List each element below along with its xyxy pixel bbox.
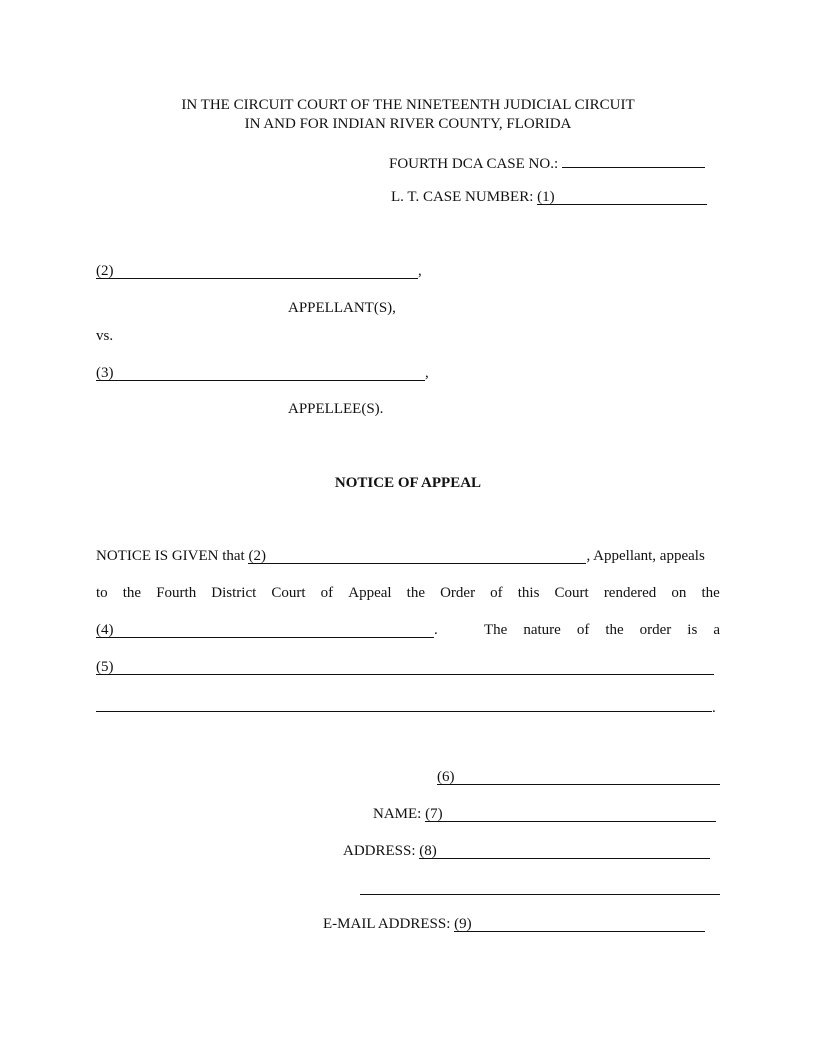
appellee-marker: (3) <box>96 365 114 381</box>
appellee-field[interactable] <box>96 364 425 381</box>
word: the <box>406 585 425 601</box>
period: . <box>434 622 438 638</box>
appellee-line <box>96 364 429 382</box>
body-line-2 <box>96 584 720 602</box>
final-period: . <box>712 700 716 716</box>
word: the <box>122 585 142 601</box>
lt-case-marker: (1) <box>537 189 555 205</box>
word: this <box>517 585 540 601</box>
word: The <box>484 622 508 638</box>
court-caption-line2: IN AND FOR INDIAN RIVER COUNTY, FLORIDA <box>244 116 572 132</box>
body-marker-4: (4) <box>96 622 114 638</box>
signature-field[interactable] <box>437 768 720 785</box>
appellant-comma: , <box>418 263 422 279</box>
dca-case-field[interactable] <box>562 151 705 168</box>
word: Court <box>554 585 589 601</box>
body-line-3-left <box>96 621 438 639</box>
word: is <box>687 622 698 638</box>
word: a <box>713 622 720 638</box>
word: of <box>490 585 503 601</box>
word: order <box>639 622 672 638</box>
word: on <box>671 585 687 601</box>
appellee-comma: , <box>425 365 429 381</box>
appellant-marker: (2) <box>96 263 114 279</box>
appellee-label: APPELLEE(S). <box>288 401 384 417</box>
body-line-3-right <box>484 621 720 639</box>
body-line-1 <box>96 547 705 565</box>
versus-text: vs. <box>96 328 114 344</box>
document-title: NOTICE OF APPEAL <box>334 475 482 491</box>
name-marker: (7) <box>425 806 443 822</box>
appellant-name-field[interactable] <box>248 547 586 564</box>
email-marker: (9) <box>454 916 472 932</box>
lt-case-number <box>391 188 707 206</box>
signature-line <box>437 768 720 786</box>
name-label: NAME: <box>373 806 422 822</box>
email-field[interactable] <box>454 915 705 932</box>
signature-marker: (6) <box>437 769 455 785</box>
lt-case-label: L. T. CASE NUMBER: <box>391 189 534 205</box>
word: nature <box>523 622 561 638</box>
word: of <box>320 585 334 601</box>
order-date-field[interactable] <box>96 621 434 638</box>
court-caption-line1: IN THE CIRCUIT COURT OF THE NINETEENTH JUDICIAL CIRCUIT <box>181 97 635 113</box>
name-field[interactable] <box>425 805 716 822</box>
appellant-line <box>96 262 422 280</box>
word: District <box>211 585 257 601</box>
email-label: E-MAIL ADDRESS: <box>323 916 451 932</box>
order-nature-field[interactable] <box>96 658 714 675</box>
word: Court <box>271 585 306 601</box>
word: rendered <box>603 585 657 601</box>
dca-case-label: FOURTH DCA CASE NO.: <box>389 156 559 172</box>
body-marker-5: (5) <box>96 659 114 675</box>
address-field[interactable] <box>419 842 710 859</box>
word: Fourth <box>156 585 197 601</box>
appellant-field[interactable] <box>96 262 418 279</box>
appellant-label: APPELLANT(S), <box>288 300 396 316</box>
name-line <box>373 805 716 823</box>
word: Appeal <box>348 585 392 601</box>
address-line-2-field[interactable] <box>360 894 720 895</box>
address-label: ADDRESS: <box>343 843 416 859</box>
email-line <box>323 915 705 933</box>
body-marker-2: (2) <box>248 548 266 564</box>
word: Order <box>440 585 476 601</box>
word: the <box>701 585 720 601</box>
lt-case-field[interactable] <box>537 188 707 205</box>
word: to <box>96 585 108 601</box>
notice-given-text: NOTICE IS GIVEN that <box>96 548 245 564</box>
body-line-5 <box>96 695 716 717</box>
word: of <box>576 622 590 638</box>
address-line <box>343 842 710 860</box>
appellant-appeals-text: , Appellant, appeals <box>586 548 705 564</box>
body-line-4 <box>96 658 714 676</box>
word: the <box>605 622 624 638</box>
address-marker: (8) <box>419 843 437 859</box>
dca-case-number <box>389 151 705 173</box>
order-nature-continued-field[interactable] <box>96 695 712 712</box>
